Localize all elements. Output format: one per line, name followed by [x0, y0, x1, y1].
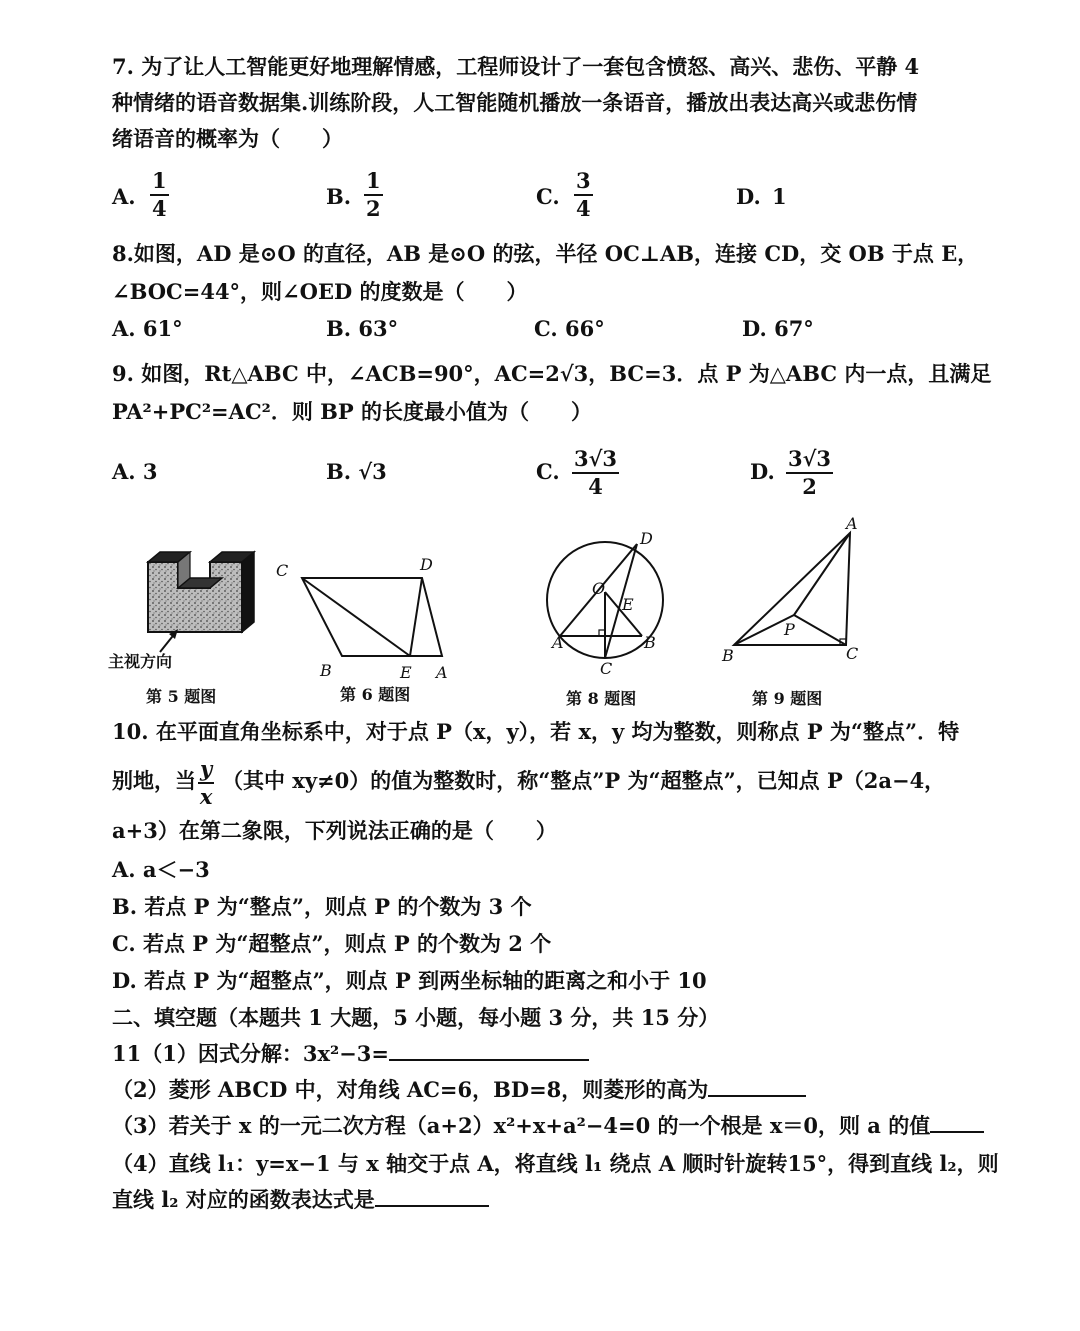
q8-line-1: 8.如图，AD 是⊙O 的直径，AB 是⊙O 的弦，半径 OC⊥AB，连接 CD，交 OB 于点 E，	[112, 241, 979, 266]
q10-line-3: a+3）在第二象限，下列说法正确的是（ ）	[112, 818, 557, 843]
q8-option-b: B. 63°	[326, 316, 399, 341]
q7-option-c-fraction	[574, 168, 593, 222]
q9-option-a: A. 3	[112, 459, 158, 484]
figure-6-diagram	[270, 548, 470, 688]
q9-line-2: PA²+PC²=AC²．则 BP 的长度最小值为（ ）	[112, 399, 593, 424]
figure-8-label-a: A	[552, 633, 564, 652]
q7-option-c-denominator: 4	[576, 196, 591, 221]
figure-9-label-a: A	[846, 514, 858, 533]
answer-blank[interactable]	[708, 1095, 806, 1097]
q9-option-d-label: D.	[750, 459, 775, 484]
q8-option-d: D. 67°	[742, 316, 814, 341]
answer-blank[interactable]	[375, 1205, 489, 1207]
q9-option-d-numerator: 3√3	[788, 446, 832, 471]
q10-option-d: D. 若点 P 为“超整点”，则点 P 到两坐标轴的距离之和小于 10	[112, 968, 707, 993]
q7-option-a-numerator: 1	[152, 168, 167, 193]
answer-blank[interactable]	[930, 1131, 984, 1133]
q10-fraction-numerator: y	[200, 756, 213, 781]
q11-part-2	[112, 1076, 806, 1104]
q7-option-a-label: A.	[112, 184, 136, 209]
q7-option-b-denominator: 2	[366, 196, 381, 221]
q10-fraction-y-over-x	[198, 756, 214, 810]
figure-5-solid	[140, 548, 280, 638]
q7-line-3: 绪语音的概率为（ ）	[112, 126, 343, 151]
figure-8-label-o: O	[592, 579, 606, 598]
q11-part-4-text: 直线 l₂ 对应的函数表达式是	[112, 1187, 375, 1212]
q9-option-d-fraction	[786, 446, 833, 500]
q7-option-b-label: B.	[326, 184, 352, 209]
figure-5-direction-label: 主视方向	[108, 652, 173, 671]
q9-option-b: B. √3	[326, 459, 387, 484]
q10-line-2-pre: 别地，当	[112, 768, 196, 793]
q7-option-a-denominator: 4	[152, 196, 167, 221]
q7-option-c-label: C.	[536, 184, 560, 209]
q11-part-3-text: （3）若关于 x 的一元二次方程（a+2）x²+x+a²−4=0 的一个根是 x＝0，则 a 的值	[112, 1113, 931, 1138]
q9-option-c-numerator: 3√3	[574, 446, 618, 471]
figure-8-label-c: C	[600, 659, 613, 678]
q9-line-1: 9. 如图，Rt△ABC 中，∠ACB=90°，AC=2√3，BC=3．点 P 为△ABC 内一点，且满足	[112, 361, 992, 386]
q8-option-c: C. 66°	[534, 316, 605, 341]
figure-9-diagram	[718, 515, 868, 665]
figure-8-label-b: B	[644, 633, 656, 652]
section-2-heading: 二、填空题（本题共 1 大题，5 小题，每小题 3 分，共 15 分）	[112, 1005, 720, 1030]
q9-option-c-label: C.	[536, 459, 560, 484]
q10-option-c: C. 若点 P 为“超整点”，则点 P 的个数为 2 个	[112, 931, 552, 956]
figure-8-caption: 第 8 题图	[566, 689, 637, 708]
figure-8-label-e: E	[622, 595, 634, 614]
q7-option-b-fraction	[364, 168, 383, 222]
figure-8-diagram	[540, 530, 670, 680]
q11-part-1-text: 11（1）因式分解：3x²−3=	[112, 1041, 389, 1066]
q7-line-2: 种情绪的语音数据集.训练阶段，人工智能随机播放一条语音，播放出表达高兴或悲伤情	[112, 90, 918, 115]
q10-line-2-post: （其中 xy≠0）的值为整数时，称“整点”P 为“超整点”，已知点 P（2a−4，	[222, 768, 946, 793]
q10-option-b: B. 若点 P 为“整点”，则点 P 的个数为 3 个	[112, 894, 532, 919]
figure-6-label-e: E	[400, 663, 412, 682]
q9-option-c-denominator: 4	[588, 474, 603, 499]
figure-9-label-b: B	[722, 646, 734, 665]
q7-option-b-numerator: 1	[366, 168, 381, 193]
figure-6-label-a: A	[436, 663, 448, 682]
q7-option-d-label: D.	[736, 184, 761, 209]
figure-5-caption: 第 5 题图	[146, 687, 217, 706]
figure-9-label-p: P	[784, 620, 795, 639]
q9-option-c-fraction	[572, 446, 619, 500]
q9-option-d-denominator: 2	[802, 474, 817, 499]
q11-part-4-line-2	[112, 1186, 489, 1214]
q11-part-3	[112, 1112, 984, 1140]
q11-part-2-text: （2）菱形 ABCD 中，对角线 AC=6，BD=8，则菱形的高为	[112, 1077, 709, 1102]
q10-option-a: A. a＜−3	[112, 857, 210, 882]
q7-line-1: 7. 为了让人工智能更好地理解情感，工程师设计了一套包含愤怒、高兴、悲伤、平静 4	[112, 54, 920, 79]
q7-option-d-value: 1	[772, 184, 787, 209]
q8-option-a: A. 61°	[112, 316, 183, 341]
figure-8-label-d: D	[640, 529, 653, 548]
figure-9-caption: 第 9 题图	[752, 689, 823, 708]
figure-6-label-d: D	[420, 555, 433, 574]
answer-blank[interactable]	[389, 1059, 589, 1061]
q10-fraction-denominator: x	[199, 784, 213, 809]
figure-6-caption: 第 6 题图	[340, 685, 411, 704]
q11-part-4-line-1: （4）直线 l₁：y=x−1 与 x 轴交于点 A，将直线 l₁ 绕点 A 顺时针旋转15°，得到直线 l₂，则	[112, 1151, 999, 1176]
figure-6-label-b: B	[320, 661, 332, 680]
q10-line-1: 10. 在平面直角坐标系中，对于点 P（x，y），若 x，y 均为整数，则称点 P 为“整点”．特	[112, 719, 960, 744]
q7-option-c-numerator: 3	[576, 168, 591, 193]
figure-6-label-c: C	[276, 561, 289, 580]
q8-line-2: ∠BOC=44°，则∠OED 的度数是（ ）	[112, 279, 528, 304]
figure-9-label-c: C	[846, 644, 859, 663]
q7-option-a-fraction	[150, 168, 169, 222]
q11-part-1	[112, 1040, 589, 1068]
